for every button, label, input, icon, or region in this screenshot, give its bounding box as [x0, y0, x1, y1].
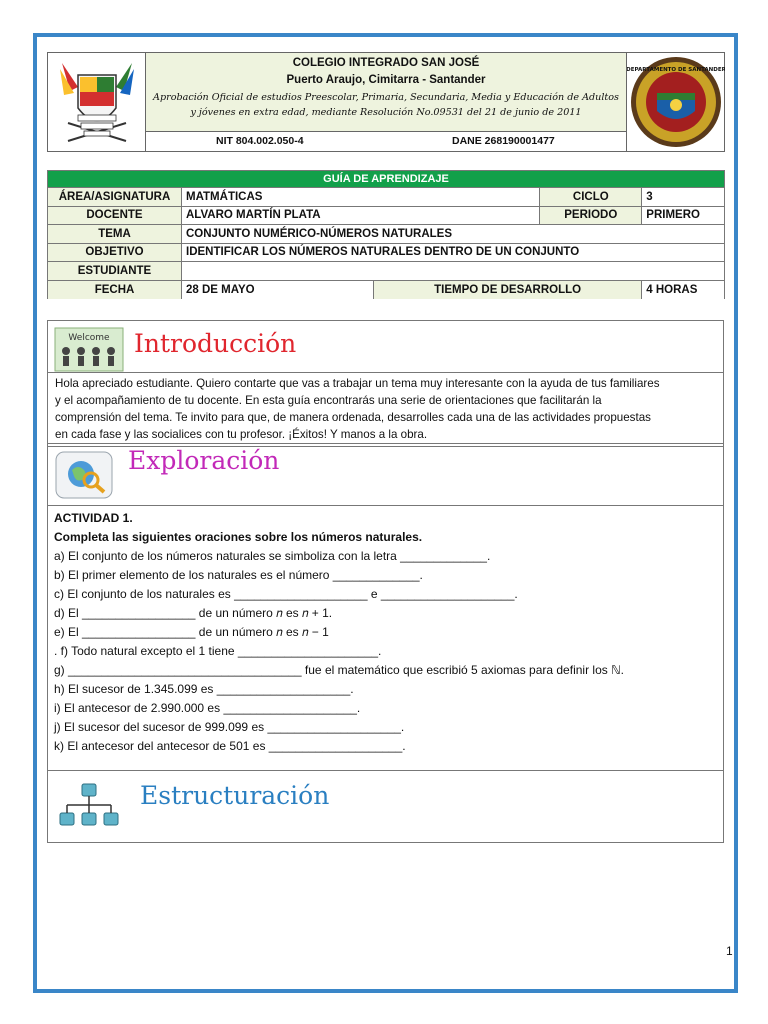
docente-value: ALVARO MARTÍN PLATA [182, 206, 540, 225]
activity-item: g) ___________________________________ fue el matemático que escribió 5 axiomas para definir los ℕ. [54, 663, 625, 677]
structure-title: Estructuración [140, 781, 330, 810]
activity-item: . f) Todo natural excepto el 1 tiene _____________________. [54, 644, 382, 658]
periodo-label: PERIODO [540, 206, 642, 225]
objetivo-label: OBJETIVO [48, 243, 182, 262]
activity-item: b) El primer elemento de los naturales es el número _____________. [54, 568, 423, 582]
welcome-icon-label: Welcome [68, 333, 110, 343]
activity-item: d) El _________________ de un número 𝑛 es 𝑛 + 1. [54, 606, 333, 620]
approval-text: Aprobación Oficial de estudios Preescolar, Primaria, Secundaria, Media y Educación de Adultos y jóvenes en extra edad, mediante Resolución No.09531 del 21 de junio de 2011 [153, 92, 619, 118]
page-number: 1 [726, 944, 733, 958]
intro-text [47, 372, 724, 447]
activity-1 [47, 505, 724, 771]
structure-section-header [47, 770, 724, 843]
ciclo-label: CICLO [540, 188, 642, 207]
santander-seal-logo [626, 53, 724, 151]
periodo-value: PRIMERO [642, 206, 725, 225]
school-crest-logo [48, 53, 146, 151]
org-chart-icon [54, 781, 124, 826]
tiempo-label: TIEMPO DE DESARROLLO [374, 280, 642, 299]
school-header [47, 52, 725, 152]
nit-number: NIT 804.002.050-4 [216, 135, 304, 147]
school-location: Puerto Araujo, Cimitarra - Santander [286, 74, 486, 86]
intro-section-header [47, 320, 724, 373]
intro-line: en cada fase y las socialices con tu profesor. ¡Éxitos! Y manos a la obra. [55, 428, 428, 441]
activity-item: k) El antecesor del antecesor de 501 es ____________________. [54, 739, 406, 753]
fecha-value: 28 DE MAYO [182, 280, 374, 299]
globe-search-icon [54, 450, 124, 495]
intro-line: Hola apreciado estudiante. Quiero contarte que vas a trabajar un tema muy interesante con la ayuda de tus familiares [55, 377, 660, 390]
welcome-icon [54, 327, 124, 372]
estudiante-label: ESTUDIANTE [48, 262, 182, 281]
activity-item: c) El conjunto de los naturales es ____________________ e ____________________. [54, 587, 518, 601]
activity-item: j) El sucesor del sucesor de 999.099 es ____________________. [54, 720, 405, 734]
exploration-section-header [47, 443, 724, 506]
seal-text: DEPARTAMENTO DE SANTANDER [627, 67, 725, 73]
docente-label: DOCENTE [48, 206, 182, 225]
school-name: COLEGIO INTEGRADO SAN JOSÉ [292, 57, 480, 69]
dane-number: DANE 268190001477 [452, 135, 555, 147]
intro-line: y el acompañamiento de tu docente. En esta guía encontrarás una serie de orientaciones que facilitarán la [55, 394, 602, 407]
tiempo-value: 4 HORAS [642, 280, 725, 299]
exploration-title: Exploración [128, 446, 280, 475]
activity-item: i) El antecesor de 2.990.000 es ____________________. [54, 701, 361, 715]
guide-info-table [47, 170, 725, 299]
activity-instruction: Completa las siguientes oraciones sobre los números naturales. [54, 530, 423, 544]
activity-item: a) El conjunto de los números naturales se simboliza con la letra _____________. [54, 549, 491, 563]
tema-value: CONJUNTO NUMÉRICO-NÚMEROS NATURALES [182, 225, 725, 244]
area-label: ÁREA/ASIGNATURA [48, 188, 182, 207]
intro-line: comprensión del tema. Te invito para que, de manera ordenada, desarrolles cada una de las actividades propuestas [55, 411, 651, 424]
estudiante-field[interactable] [182, 262, 725, 281]
intro-title: Introducción [134, 329, 297, 358]
fecha-label: FECHA [48, 280, 182, 299]
activity-heading: ACTIVIDAD 1. [54, 511, 133, 525]
tema-label: TEMA [48, 225, 182, 244]
activity-item: e) El _________________ de un número 𝑛 es 𝑛 − 1 [54, 625, 329, 639]
activity-item: h) El sucesor de 1.345.099 es ____________________. [54, 682, 354, 696]
ciclo-value: 3 [642, 188, 725, 207]
area-value: MATMÁTICAS [182, 188, 540, 207]
guide-title: GUÍA DE APRENDIZAJE [48, 171, 725, 188]
objetivo-value: IDENTIFICAR LOS NÚMEROS NATURALES DENTRO DE UN CONJUNTO [182, 243, 725, 262]
